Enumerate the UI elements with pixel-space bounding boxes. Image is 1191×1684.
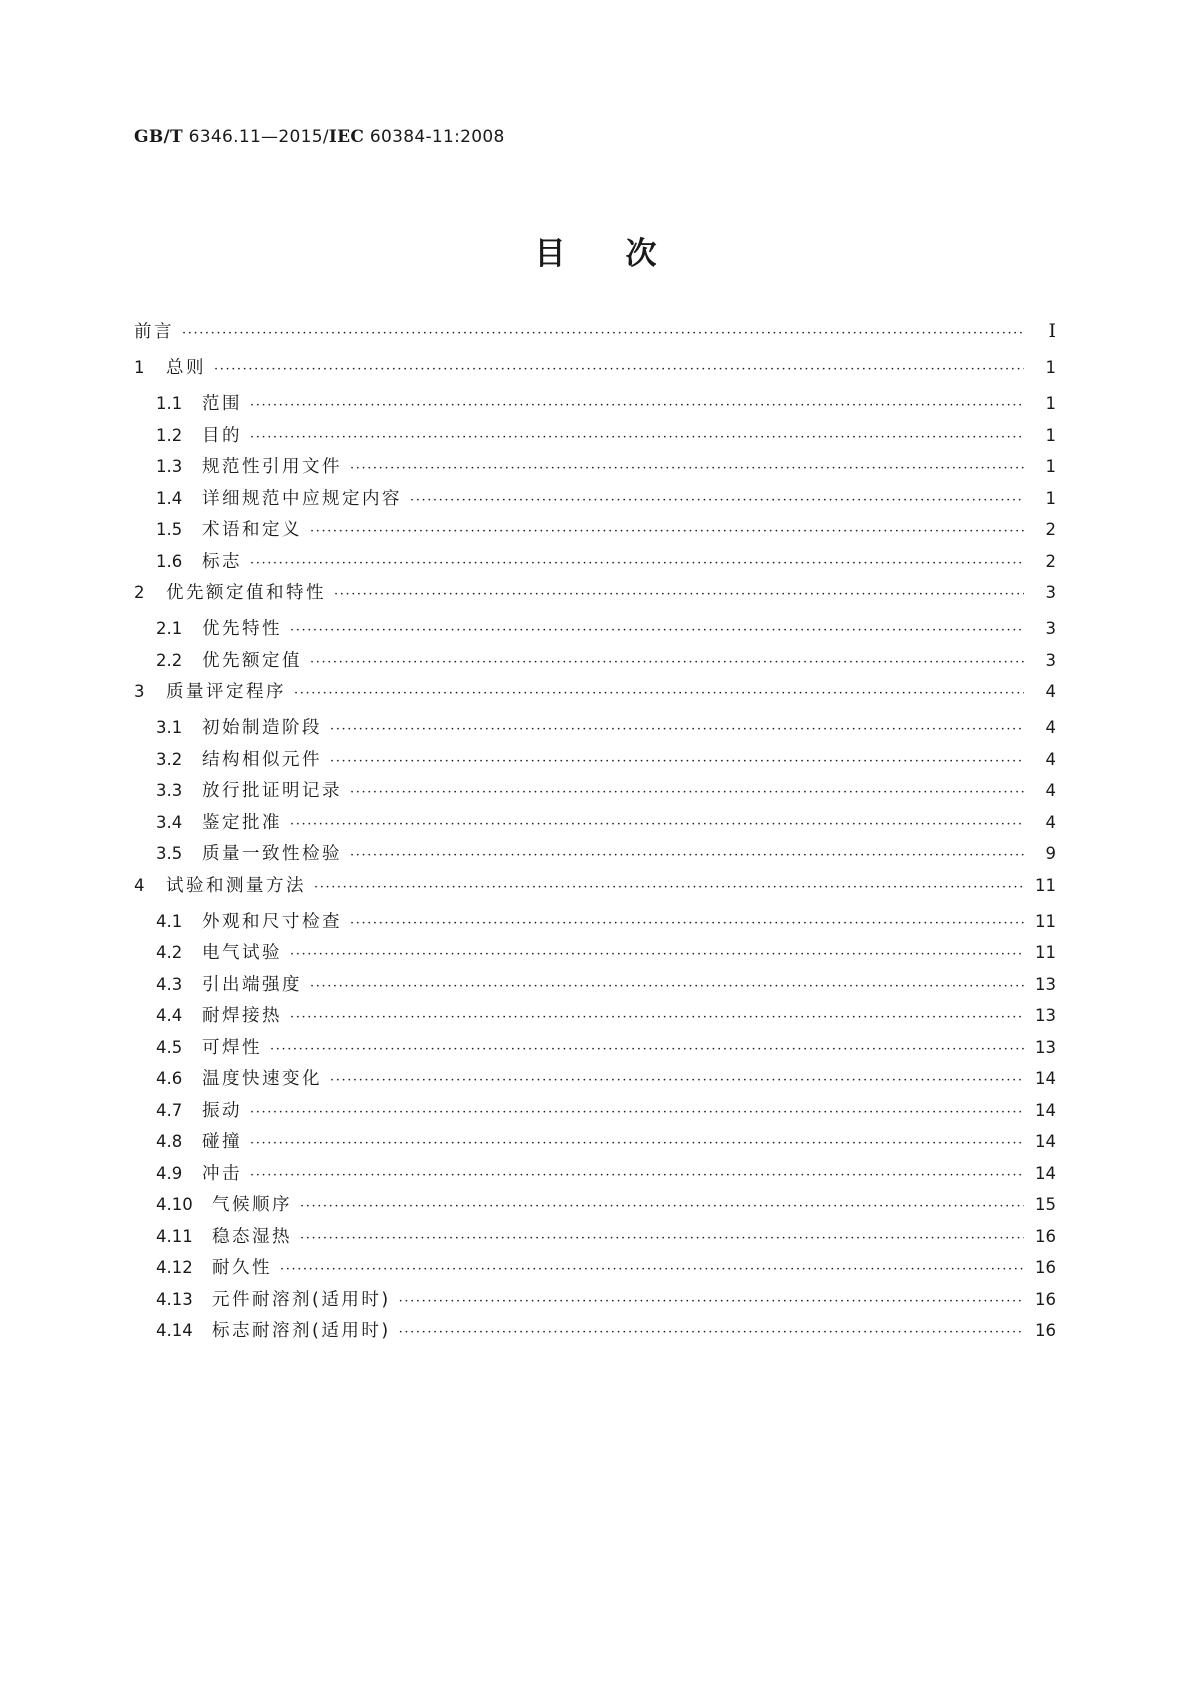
toc-entry[interactable] xyxy=(134,809,1056,841)
toc-entry-number: 1.2 xyxy=(156,425,183,445)
toc-entry-page-number: I xyxy=(1048,320,1056,342)
table-of-contents xyxy=(134,318,1056,1349)
toc-entry-page-number: 11 xyxy=(1035,943,1056,962)
dot-leader xyxy=(290,948,1024,961)
dot-leader xyxy=(310,980,1024,993)
toc-entry-title: 规范性引用文件 xyxy=(202,457,342,477)
toc-entry-page-number: 4 xyxy=(1045,781,1056,800)
toc-entry-title: 优先额定值和特性 xyxy=(166,583,326,603)
toc-entry-title: 标志 xyxy=(202,551,242,572)
toc-entry-page-number: 1 xyxy=(1045,457,1056,476)
toc-entry-title: 目的 xyxy=(202,425,242,446)
toc-entry[interactable] xyxy=(134,1160,1056,1192)
toc-entry-title: 鉴定批准 xyxy=(202,812,282,833)
toc-entry-number: 3.1 xyxy=(156,718,183,737)
toc-entry-number: 1.6 xyxy=(156,551,183,571)
toc-entry-title: 优先额定值 xyxy=(202,650,302,671)
toc-entry-page-number: 14 xyxy=(1035,1132,1056,1151)
toc-entry-number: 3.3 xyxy=(156,781,183,800)
toc-entry-title: 引出端强度 xyxy=(202,974,302,995)
toc-entry-title: 标志耐溶剂(适用时) xyxy=(212,1321,391,1341)
dot-leader xyxy=(399,1295,1024,1308)
toc-entry-page-number: 3 xyxy=(1045,583,1056,602)
dot-leader xyxy=(250,557,1024,570)
dot-leader xyxy=(290,818,1024,831)
standard-iec-number: 60384-11:2008 xyxy=(364,127,505,147)
toc-entry[interactable] xyxy=(134,579,1056,615)
dot-leader xyxy=(280,1263,1024,1276)
dot-leader xyxy=(294,687,1024,700)
toc-entry-title: 试验和测量方法 xyxy=(166,875,306,896)
toc-entry-number: 4 xyxy=(134,875,145,895)
toc-entry-number: 3.2 xyxy=(156,749,183,769)
toc-entry-page-number: 4 xyxy=(1045,749,1056,769)
toc-entry-page-number: 16 xyxy=(1035,1226,1056,1246)
dot-leader xyxy=(250,1106,1024,1119)
toc-entry-number: 4.8 xyxy=(156,1132,183,1151)
toc-entry-title: 质量评定程序 xyxy=(166,682,286,702)
toc-entry[interactable] xyxy=(134,1034,1056,1066)
toc-entry-title: 电气试验 xyxy=(202,943,282,963)
toc-entry-title: 外观和尺寸检查 xyxy=(202,911,342,932)
toc-entry-number: 4.7 xyxy=(156,1100,183,1120)
dot-leader xyxy=(270,1043,1024,1056)
dot-leader xyxy=(300,1200,1024,1213)
toc-entry-page-number: 4 xyxy=(1045,682,1056,701)
toc-entry-number: 4.5 xyxy=(156,1037,183,1057)
toc-entry-title: 术语和定义 xyxy=(202,520,302,540)
toc-entry-number: 1.4 xyxy=(156,488,183,508)
toc-entry-page-number: 13 xyxy=(1035,1037,1056,1057)
toc-entry[interactable] xyxy=(134,1191,1056,1223)
toc-entry-title: 碰撞 xyxy=(202,1132,242,1152)
toc-entry-number: 4.14 xyxy=(156,1321,193,1340)
toc-entry-title: 耐焊接热 xyxy=(202,1006,282,1026)
toc-entry-page-number: 16 xyxy=(1035,1321,1056,1340)
toc-entry[interactable] xyxy=(134,714,1056,746)
toc-entry[interactable] xyxy=(134,516,1056,548)
toc-entry-page-number: 1 xyxy=(1045,488,1056,508)
toc-entry-title: 稳态湿热 xyxy=(212,1226,292,1247)
toc-entry[interactable] xyxy=(134,647,1056,679)
toc-entry-title: 结构相似元件 xyxy=(202,749,322,770)
toc-entry-title: 耐久性 xyxy=(212,1258,272,1278)
toc-entry-title: 振动 xyxy=(202,1100,242,1121)
dot-leader xyxy=(250,1169,1024,1182)
toc-entry[interactable] xyxy=(134,485,1056,517)
dot-leader xyxy=(350,849,1024,862)
toc-entry-page-number: 4 xyxy=(1045,812,1056,832)
toc-entry-page-number: 14 xyxy=(1035,1100,1056,1120)
toc-entry[interactable] xyxy=(134,390,1056,422)
toc-entry-title: 初始制造阶段 xyxy=(202,718,322,738)
toc-entry-page-number: 11 xyxy=(1035,875,1056,895)
toc-entry[interactable] xyxy=(134,453,1056,485)
toc-entry-number: 1.1 xyxy=(156,394,183,413)
toc-entry-title: 范围 xyxy=(202,394,242,414)
toc-entry[interactable] xyxy=(134,354,1056,390)
toc-entry-number: 4.11 xyxy=(156,1226,193,1246)
toc-entry-title: 详细规范中应规定内容 xyxy=(202,488,402,509)
dot-leader xyxy=(250,399,1024,412)
toc-entry[interactable] xyxy=(134,678,1056,714)
toc-entry-title: 总则 xyxy=(166,358,206,378)
toc-entry-number: 4.13 xyxy=(156,1289,193,1309)
toc-entry-number: 2.1 xyxy=(156,619,183,638)
toc-entry-number: 4.1 xyxy=(156,911,183,931)
toc-entry-page-number: 16 xyxy=(1035,1289,1056,1309)
dot-leader xyxy=(250,431,1024,444)
toc-entry[interactable] xyxy=(134,872,1056,908)
toc-entry[interactable] xyxy=(134,1317,1056,1349)
dot-leader xyxy=(350,917,1024,930)
toc-entry-page-number: 11 xyxy=(1035,911,1056,931)
toc-entry-page-number: 3 xyxy=(1045,650,1056,670)
toc-entry-number: 1.3 xyxy=(156,457,183,476)
dot-leader xyxy=(350,786,1024,799)
document-header xyxy=(134,127,505,147)
toc-entry[interactable] xyxy=(134,422,1056,454)
toc-entry-page-number: 1 xyxy=(1045,358,1056,377)
toc-entry-title: 可焊性 xyxy=(202,1037,262,1058)
dot-leader xyxy=(290,624,1024,637)
toc-entry-number: 4.6 xyxy=(156,1069,183,1088)
toc-entry-title: 气候顺序 xyxy=(212,1195,292,1215)
toc-entry[interactable] xyxy=(134,908,1056,940)
dot-leader xyxy=(330,723,1024,736)
dot-leader xyxy=(250,1137,1024,1150)
toc-entry-number: 4.3 xyxy=(156,974,183,994)
toc-entry-number: 4.9 xyxy=(156,1163,183,1183)
toc-entry-number: 2 xyxy=(134,583,145,602)
dot-leader xyxy=(310,525,1024,538)
toc-entry-number: 4.12 xyxy=(156,1258,193,1277)
toc-entry[interactable] xyxy=(134,1286,1056,1318)
toc-entry[interactable] xyxy=(134,1254,1056,1286)
toc-entry[interactable] xyxy=(134,777,1056,809)
toc-entry[interactable] xyxy=(134,840,1056,872)
toc-entry[interactable] xyxy=(134,615,1056,647)
toc-entry-page-number: 14 xyxy=(1035,1163,1056,1183)
dot-leader xyxy=(330,1074,1024,1087)
toc-entry-page-number: 13 xyxy=(1035,1006,1056,1025)
toc-entry-title: 元件耐溶剂(适用时) xyxy=(212,1289,391,1310)
toc-entry-page-number: 2 xyxy=(1045,551,1056,571)
toc-entry-number: 3.5 xyxy=(156,844,183,863)
toc-entry-title: 放行批证明记录 xyxy=(202,781,342,801)
toc-entry[interactable] xyxy=(134,548,1056,580)
dot-leader xyxy=(214,363,1024,376)
toc-entry[interactable] xyxy=(134,1128,1056,1160)
toc-entry-number: 1 xyxy=(134,358,145,377)
standard-iec-prefix: IEC xyxy=(328,127,365,147)
toc-entry-page-number: 14 xyxy=(1035,1069,1056,1088)
dot-leader xyxy=(290,1011,1024,1024)
toc-entry-title: 温度快速变化 xyxy=(202,1069,322,1089)
toc-entry-page-number: 16 xyxy=(1035,1258,1056,1277)
standard-prefix: GB/T xyxy=(134,127,183,147)
dot-leader xyxy=(182,327,1024,340)
toc-entry-page-number: 1 xyxy=(1045,394,1056,413)
toc-entry-title: 冲击 xyxy=(202,1163,242,1184)
dot-leader xyxy=(300,1232,1024,1245)
toc-entry-number: 1.5 xyxy=(156,520,183,539)
toc-entry[interactable] xyxy=(134,746,1056,778)
toc-entry[interactable] xyxy=(134,1065,1056,1097)
toc-entry-page-number: 9 xyxy=(1045,844,1056,863)
toc-entry-number: 2.2 xyxy=(156,650,183,670)
toc-entry[interactable] xyxy=(134,1097,1056,1129)
toc-entry-page-number: 2 xyxy=(1045,520,1056,539)
toc-entry[interactable] xyxy=(134,1002,1056,1034)
dot-leader xyxy=(314,881,1024,894)
toc-entry-page-number: 15 xyxy=(1035,1195,1056,1214)
toc-entry-number: 3.4 xyxy=(156,812,183,832)
dot-leader xyxy=(330,755,1024,768)
toc-entry[interactable] xyxy=(134,1223,1056,1255)
dot-leader xyxy=(310,656,1024,669)
toc-entry-page-number: 1 xyxy=(1045,425,1056,445)
toc-entry-number: 3 xyxy=(134,682,145,701)
toc-entry-page-number: 3 xyxy=(1045,619,1056,638)
standard-number: 6346.11—2015/ xyxy=(182,127,329,147)
toc-entry-title: 质量一致性检验 xyxy=(202,844,342,864)
page-title: 目次 xyxy=(534,236,717,272)
toc-entry-page-number: 4 xyxy=(1045,718,1056,737)
toc-entry[interactable] xyxy=(134,318,1056,354)
toc-entry-number: 4.4 xyxy=(156,1006,183,1025)
dot-leader xyxy=(334,588,1024,601)
toc-entry-title: 优先特性 xyxy=(202,619,282,639)
toc-entry-number: 4.2 xyxy=(156,943,183,962)
dot-leader xyxy=(399,1326,1024,1339)
toc-entry[interactable] xyxy=(134,971,1056,1003)
dot-leader xyxy=(350,462,1024,475)
toc-entry-number: 4.10 xyxy=(156,1195,193,1214)
toc-entry-title: 前言 xyxy=(134,322,174,342)
dot-leader xyxy=(410,494,1024,507)
toc-entry[interactable] xyxy=(134,939,1056,971)
toc-entry-page-number: 13 xyxy=(1035,974,1056,994)
